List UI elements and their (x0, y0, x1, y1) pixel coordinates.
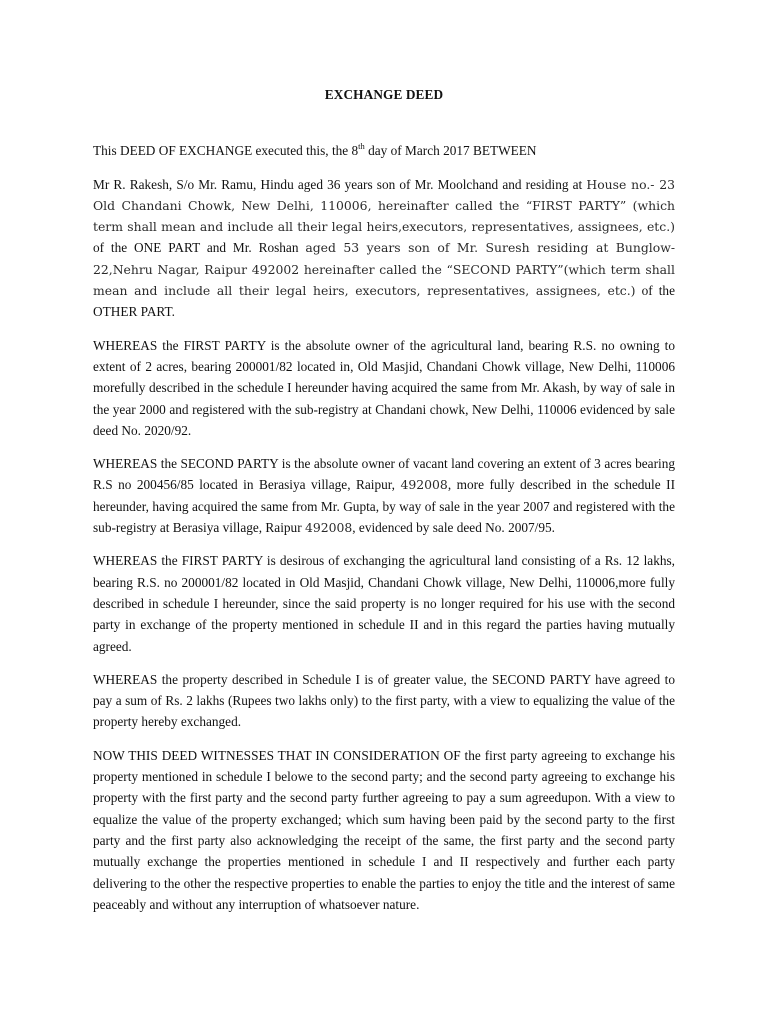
second-party-details: aged 53 years son of Mr. Suresh residing at Bunglow-22,Nehru Nagar, Raipur 492002 hereinafter called the “SECOND PARTY”(which term shall mean and include all their legal heirs, executors, representatives, assignees, etc.) (93, 240, 676, 299)
witnesses-clause: NOW THIS DEED WITNESSES THAT IN CONSIDERATION OF the first party agreeing to exchange his property mentioned in schedule I belowe to the second party; and the second party agreeing to exchange his property with the first party and the second party further agreeing to pay a sum agreedupon. With a view to equalize the value of the property exchanged; which sum having been paid by the second party to the first party and the first party also acknowledging the receipt of the same, the first party and the second party mutually exchange the properties mentioned in schedule I and II respectively and further each party delivering to the other the respective properties to enable the parties to enjoy the title and the interest of same peaceably and without any interruption of whatsoever nature. (93, 747, 675, 912)
whereas-exchange-intent: WHEREAS the FIRST PARTY is desirous of exchanging the agricultural land consisting of a Rs. 12 lakhs, bearing R.S. no 200001/82 located in Old Masjid, Chandani Chowk village, New Delhi, 110006,more fully described in schedule I hereunder, since the said property is no longer required for his use with the second party in exchange of the property mentioned in schedule II and in this regard the parties having mutually agreed. (93, 553, 675, 654)
whereas2-pincode-b: 492008 (304, 520, 353, 536)
whereas2-pincode-a: 492008 (400, 477, 448, 493)
parties-closing: of the OTHER PART. (93, 283, 675, 320)
first-party-identity: Mr R. Rakesh, S/o Mr. Ramu, Hindu aged 36 years son of Mr. Moolchand and residing at (93, 176, 587, 192)
document-title: EXCHANGE DEED (324, 87, 444, 102)
second-party-name: of the ONE PART and Mr. Roshan (93, 240, 306, 256)
parties-paragraph (93, 174, 675, 323)
ordinal-suffix: th (358, 141, 365, 152)
whereas-payment: WHEREAS the property described in Schedule I is of greater value, the SECOND PARTY have agreed to pay a sum of Rs. 2 lakhs (Rupees two lakhs only) to the first party, with a view to equalizing the value of the property hereby exchanged. (93, 671, 675, 730)
whereas2-text-b: , more fully described in the schedule II hereunder, having acquired the same from Mr. Gupta, by way of sale in the year 2007 and registered with the sub-registry at Berasiya village, Raipur (93, 477, 675, 536)
whereas2-text-c: , evidenced by sale deed No. 2007/95. (352, 520, 555, 536)
whereas-first-party-ownership: WHEREAS the FIRST PARTY is the absolute owner of the agricultural land, bearing R.S. no owning to extent of 2 acres, bearing 200001/82 located in, Old Masjid, Chandani Chowk village, New Delhi, 110006 morefully described in the schedule I hereunder having acquired the same from Mr. Akash, by way of sale in the year 2000 and registered with the sub-registry at Chandani chowk, New Delhi, 110006 evidenced by sale deed No. 2020/92. (93, 337, 675, 438)
whereas2-text-a: WHEREAS the SECOND PARTY is the absolute owner of vacant land covering an extent of 3 acres bearing R.S no 200456/85 located in Berasiya village, Raipur, (93, 456, 675, 493)
deed-page (93, 84, 675, 927)
intro-line (93, 140, 675, 161)
intro-text-end: day of March 2017 BETWEEN (364, 143, 537, 159)
intro-text: This DEED OF EXCHANGE executed this, the 8 (93, 143, 359, 159)
first-party-address: House no.- 23 Old Chandani Chowk, New Delhi, 110006, hereinafter called the “FIRST PARTY” (which term shall mean and include all their legal heirs,executors, representatives, assignees, etc.) (93, 176, 675, 235)
whereas-second-party-ownership (93, 453, 675, 538)
